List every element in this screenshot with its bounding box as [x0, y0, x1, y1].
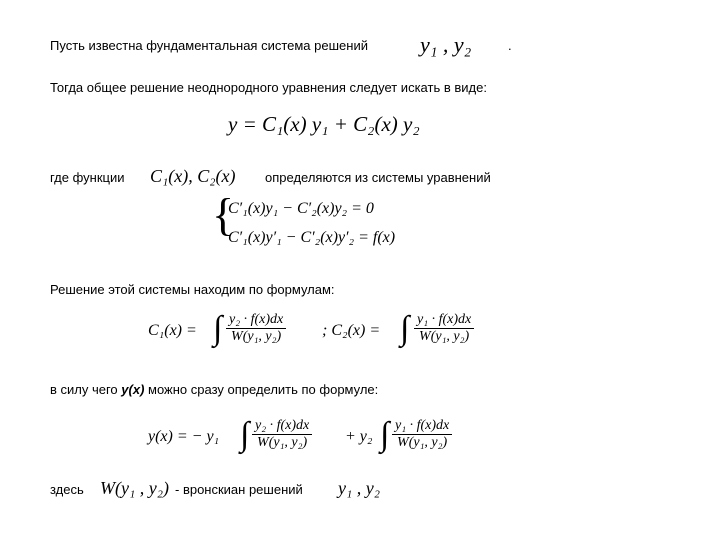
functions-formula: C₁(x), C₂(x) [150, 166, 236, 186]
system-equation-2: C′₁(x)y′₁ − C′₂(x)y′₂ = f(x) [228, 229, 396, 246]
intro-text: Пусть известна фундаментальная система решений [50, 38, 368, 53]
functions-text: где функции [50, 170, 125, 185]
system-equation-1: C′₁(x)y₁ − C′₂(x)y₂ = 0 [228, 200, 374, 217]
wronskian-formula: W(y₁ , y₂) [100, 478, 169, 498]
y-fraction-2 [392, 418, 452, 451]
y-denominator-1: W(y₁, y₂) [257, 435, 308, 450]
y-integral-sign-1: ∫ [240, 416, 250, 453]
intro-period: . [508, 38, 512, 53]
direct-formula-yx: y(x) [121, 382, 145, 397]
y-plus: + y₂ [345, 428, 373, 445]
y-numerator-2: y₁ · f(x)dx [392, 418, 452, 435]
functions-suffix-text: определяются из системы уравнений [265, 170, 491, 185]
c2-denominator: W(y₁, y₂) [419, 329, 470, 344]
c1-left: C₁(x) = [148, 322, 197, 339]
c2-left: ; C₂(x) = [322, 322, 381, 339]
y-fraction-1 [252, 418, 312, 451]
wronskian-text: - вронскиан решений [175, 482, 303, 497]
c1-integral-sign: ∫ [213, 310, 223, 347]
fundamental-system-formula: y₁ , y₂ [420, 32, 472, 57]
direct-formula-prefix: в силу чего [50, 382, 122, 397]
general-solution-formula: y = C₁(x) y₁ + C₂(x) y₂ [228, 112, 420, 136]
system-brace: { [212, 189, 235, 240]
general-solution-text: Тогда общее решение неоднородного уравнения следует искать в виде: [50, 80, 487, 95]
solution-formulas-text: Решение этой системы находим по формулам: [50, 282, 335, 297]
y-integral-sign-2: ∫ [380, 416, 390, 453]
y-numerator-1: y₂ · f(x)dx [252, 418, 312, 435]
c2-integral-sign: ∫ [400, 310, 410, 347]
here-text: здесь [50, 482, 84, 497]
y-left: y(x) = − y₁ [148, 428, 220, 445]
c1-numerator: y₂ · f(x)dx [226, 312, 286, 329]
solutions-formula: y₁ , y₂ [338, 478, 380, 498]
direct-formula-suffix: можно сразу определить по формуле: [144, 382, 379, 397]
c1-denominator: W(y₁, y₂) [231, 329, 282, 344]
y-denominator-2: W(y₁, y₂) [397, 435, 448, 450]
c2-fraction [414, 312, 474, 345]
c1-fraction [226, 312, 286, 345]
direct-formula-text [50, 382, 378, 397]
c2-numerator: y₁ · f(x)dx [414, 312, 474, 329]
